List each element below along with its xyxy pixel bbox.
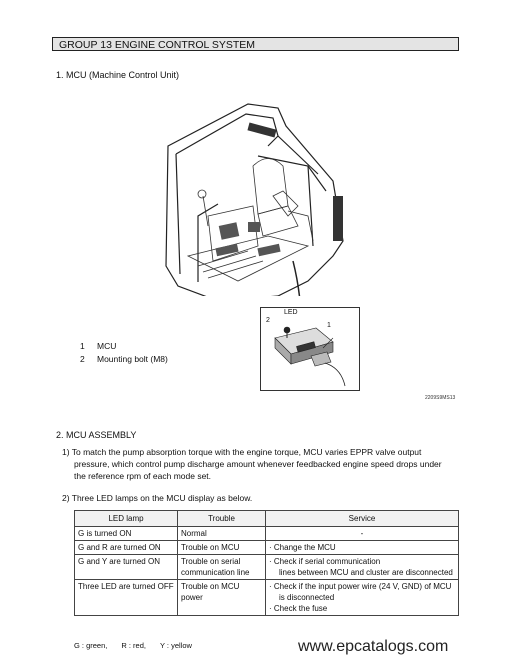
legend-item-1: 1 MCU bbox=[80, 341, 117, 351]
lamp-cell: G and R are turned ON bbox=[75, 541, 178, 555]
color-footnote: G : green, R : red, Y : yellow bbox=[74, 641, 192, 650]
service-item: · Check the fuse bbox=[269, 604, 328, 613]
service-cell bbox=[266, 555, 459, 580]
trouble-cell: Trouble on MCU bbox=[178, 541, 266, 555]
trouble-cell: Trouble on MCU power bbox=[178, 580, 266, 616]
callout-num-2: 2 bbox=[266, 317, 270, 324]
table-row bbox=[75, 541, 459, 555]
legend-item-2: 2 Mounting bolt (M8) bbox=[80, 354, 168, 364]
group-header bbox=[52, 37, 459, 51]
para1-line3: the reference rpm of each mode set. bbox=[74, 471, 212, 481]
para1-line1: 1) To match the pump absorption torque with the engine torque, MCU varies EPPR valve output bbox=[62, 447, 422, 457]
figure-code: 2209S9MS13 bbox=[425, 395, 456, 401]
trouble-cell: Trouble on serial communication line bbox=[178, 555, 266, 580]
table-header-row bbox=[75, 511, 459, 527]
service-item: · Change the MCU bbox=[269, 543, 336, 552]
service-item: · Check if the input power wire (24 V, GND) of MCU bbox=[269, 582, 452, 591]
group-title: GROUP 13 ENGINE CONTROL SYSTEM bbox=[59, 39, 256, 51]
led-label: LED bbox=[284, 309, 298, 316]
service-cell bbox=[266, 580, 459, 616]
table-row bbox=[75, 527, 459, 541]
callout-num-1: 1 bbox=[327, 322, 331, 329]
mcu-callout bbox=[260, 307, 360, 391]
table-row bbox=[75, 555, 459, 580]
service-item: is disconnected bbox=[279, 593, 335, 602]
lamp-cell: G is turned ON bbox=[75, 527, 178, 541]
lamp-cell: Three LED are turned OFF bbox=[75, 580, 178, 616]
para1-line2: pressure, which control pump discharge amount whenever feedbacked engine speed drops under bbox=[74, 459, 442, 469]
lamp-cell: G and Y are turned ON bbox=[75, 555, 178, 580]
table-row bbox=[75, 580, 459, 616]
section1-title: 1. MCU (Machine Control Unit) bbox=[56, 70, 180, 80]
led-table bbox=[74, 510, 459, 616]
col-header: Service bbox=[266, 511, 459, 527]
para2: 2) Three LED lamps on the MCU display as below. bbox=[62, 493, 253, 503]
col-header: Trouble bbox=[178, 511, 266, 527]
service-cell: - bbox=[266, 527, 459, 541]
trouble-cell: Normal bbox=[178, 527, 266, 541]
section2-title: 2. MCU ASSEMBLY bbox=[56, 430, 137, 440]
watermark: www.epcatalogs.com bbox=[298, 638, 449, 655]
service-cell bbox=[266, 541, 459, 555]
service-item: · Check if serial communication bbox=[269, 557, 381, 566]
col-header: LED lamp bbox=[75, 511, 178, 527]
cab-illustration bbox=[158, 96, 358, 296]
service-item: lines between MCU and cluster are disconnected bbox=[279, 568, 453, 577]
